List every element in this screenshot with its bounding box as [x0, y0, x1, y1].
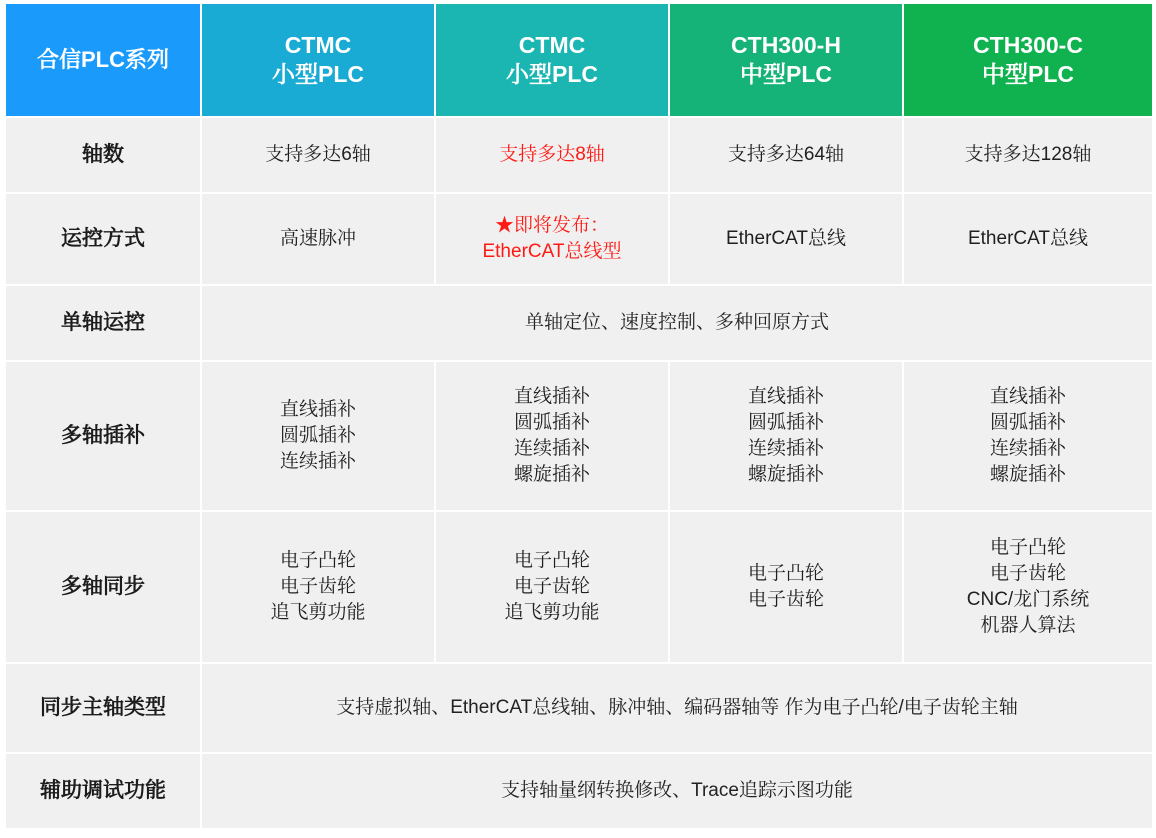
column-header-cth300c: CTH300-C 中型PLC — [903, 3, 1153, 117]
cell-axis-count-ctmc-b: 支持多达8轴 — [435, 117, 669, 193]
cell-debug-features-all: 支持轴量纲转换修改、Trace追踪示图功能 — [201, 753, 1153, 829]
cell-axis-count-ctmc-a: 支持多达6轴 — [201, 117, 435, 193]
table-row-axis-count — [5, 117, 1153, 193]
cell-sync-ctmc-a: 电子凸轮 电子齿轮 追飞剪功能 — [201, 511, 435, 663]
row-label-interpolation: 多轴插补 — [5, 361, 201, 511]
column-header-series: 合信PLC系列 — [5, 3, 201, 117]
row-label-motion-mode: 运控方式 — [5, 193, 201, 285]
cell-interpolation-cth300h: 直线插补 圆弧插补 连续插补 螺旋插补 — [669, 361, 903, 511]
cell-master-axis-type-all: 支持虚拟轴、EtherCAT总线轴、脉冲轴、编码器轴等 作为电子凸轮/电子齿轮主轴 — [201, 663, 1153, 753]
row-label-single-axis: 单轴运控 — [5, 285, 201, 361]
cell-single-axis-all: 单轴定位、速度控制、多种回原方式 — [201, 285, 1153, 361]
table-row-master-axis-type — [5, 663, 1153, 753]
cell-sync-cth300h: 电子凸轮 电子齿轮 — [669, 511, 903, 663]
cell-interpolation-cth300c: 直线插补 圆弧插补 连续插补 螺旋插补 — [903, 361, 1153, 511]
cell-axis-count-cth300h: 支持多达64轴 — [669, 117, 903, 193]
cell-motion-mode-ctmc-b: ★即将发布： EtherCAT总线型 — [435, 193, 669, 285]
table-row-interpolation — [5, 361, 1153, 511]
row-label-synchronization: 多轴同步 — [5, 511, 201, 663]
column-header-ctmc-b: CTMC 小型PLC — [435, 3, 669, 117]
row-label-axis-count: 轴数 — [5, 117, 201, 193]
table-row-debug-features — [5, 753, 1153, 829]
cell-axis-count-cth300c: 支持多达128轴 — [903, 117, 1153, 193]
plc-spec-table — [4, 2, 1154, 830]
cell-interpolation-ctmc-a: 直线插补 圆弧插补 连续插补 — [201, 361, 435, 511]
cell-motion-mode-cth300c: EtherCAT总线 — [903, 193, 1153, 285]
row-label-master-axis-type: 同步主轴类型 — [5, 663, 201, 753]
cell-sync-cth300c: 电子凸轮 电子齿轮 CNC/龙门系统 机器人算法 — [903, 511, 1153, 663]
cell-motion-mode-ctmc-a: 高速脉冲 — [201, 193, 435, 285]
cell-motion-mode-cth300h: EtherCAT总线 — [669, 193, 903, 285]
column-header-cth300h: CTH300-H 中型PLC — [669, 3, 903, 117]
column-header-ctmc-a: CTMC 小型PLC — [201, 3, 435, 117]
table-header-row — [5, 3, 1153, 117]
cell-sync-ctmc-b: 电子凸轮 电子齿轮 追飞剪功能 — [435, 511, 669, 663]
table-row-motion-mode — [5, 193, 1153, 285]
cell-interpolation-ctmc-b: 直线插补 圆弧插补 连续插补 螺旋插补 — [435, 361, 669, 511]
row-label-debug-features: 辅助调试功能 — [5, 753, 201, 829]
table-row-synchronization — [5, 511, 1153, 663]
table-row-single-axis — [5, 285, 1153, 361]
